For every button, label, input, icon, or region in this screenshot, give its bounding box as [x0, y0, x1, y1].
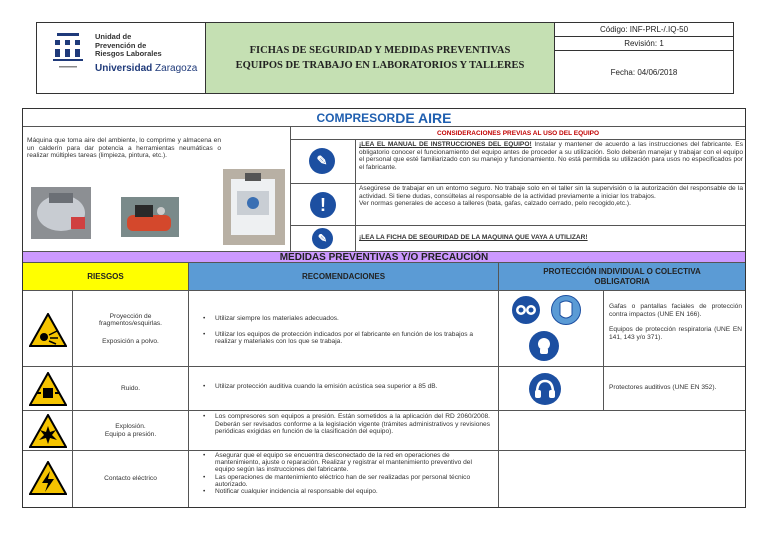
- protection-icons-cell: [499, 291, 604, 367]
- equipment-title: [23, 109, 745, 127]
- document-header: [36, 22, 734, 94]
- table-row: [23, 291, 745, 367]
- header-logo-area: [37, 23, 205, 93]
- title-line-2: EQUIPOS DE TRABAJO EN LABORATORIOS Y TALLERES: [235, 60, 525, 71]
- consideration-1-bold: ¡LEA EL MANUAL DE INSTRUCCIONES DEL EQUIPO!: [359, 141, 532, 148]
- equipment-title-a: COMPRESOR: [316, 110, 396, 125]
- document-title: [205, 23, 555, 93]
- risk-icon-cell: [23, 367, 73, 411]
- compressor-photo-3: [223, 169, 285, 245]
- ear-protection-icon: [529, 373, 561, 405]
- recommendation-item: • Notificar cualquier incidencia al responsable del equipo.: [201, 488, 490, 495]
- consideration-1: [359, 141, 743, 183]
- protection-text: Protectores auditivos (UNE EN 352).: [609, 384, 717, 391]
- codigo: [555, 23, 733, 37]
- document-meta: [555, 23, 733, 93]
- table-row: [23, 367, 745, 411]
- fecha-value: Fecha: 04/06/2018: [610, 67, 678, 77]
- divider: [356, 225, 745, 226]
- col-header-proteccion-2: OBLIGATORIA: [594, 276, 650, 286]
- recommendations: [189, 451, 499, 507]
- recommendations: [189, 367, 499, 411]
- recommendation-item: • Asegurar que el equipo se encuentra desconectado de la red en operaciones de mantenimiento, ajuste o reparación. Realizar y registrar el mantenimiento preventivo del equipo según las instrucciones del fabricante.: [201, 452, 490, 474]
- university-name-bold: Universidad: [95, 63, 153, 74]
- measures-title: MEDIDAS PREVENTIVAS Y/O PRECAUCIÓN: [23, 251, 745, 263]
- university-name: [95, 63, 197, 74]
- consideration-3: ¡LEA LA FICHA DE SEGURIDAD DE LA MAQUINA QUE VAYA A UTILIZAR!: [359, 234, 588, 241]
- protection-text-1: Gafas o pantallas faciales de protección contra impactos (UNE EN 166).: [609, 303, 742, 318]
- equipment-title-b: DE AIRE: [395, 109, 452, 126]
- manual-icon: ✎: [312, 228, 333, 249]
- org-line-2: Prevención de: [95, 40, 147, 50]
- considerations-block: [291, 127, 745, 251]
- risk-icon-cell: [23, 411, 73, 451]
- manual-icon-cell-2: [291, 226, 356, 251]
- org-line-1: Unidad de: [95, 32, 132, 41]
- consideration-1-text: Instalar y mantener de acuerdo a las instrucciones del fabricante. Es obligatorio conocer el funcionamiento del equipo antes de proceder a su utilización. Solo deberán manejar y trabajar con el equipo el personal que esté familiarizado con su manejo y funcionamiento. No está permitida su utilización para usos no especificados por el fabricante.: [359, 141, 744, 171]
- recommendation-item: • Los compresores son equipos a presión. Están sometidos a la aplicación del RD 2060/2008. Deberán ser revisados conforme a la legislación vigente (trámites administrativos y revisiones periódicas exigidas en función de la clasificación del equipo).: [201, 413, 490, 436]
- risk-text-2: Equipo a presión.: [104, 431, 157, 438]
- manual-icon: ✎: [309, 148, 335, 174]
- title-line-1: FICHAS DE SEGURIDAD Y MEDIDAS PREVENTIVAS: [249, 45, 511, 56]
- col-header-proteccion-1: PROTECCIÓN INDIVIDUAL O COLECTIVA: [543, 266, 701, 276]
- recommendation-item: • Utilizar siempre los materiales adecuados.: [201, 315, 492, 323]
- org-line-3: Riesgos Laborales: [95, 49, 162, 58]
- equipment-description: Máquina que toma aire del ambiente, lo comprime y almacena en un calderín para dar potencia a herramientas neumáticas o realizar múltiples tareas (limpieza, pintura, etc.).: [27, 137, 221, 160]
- codigo-value: Código: INF-PRL-/.IQ-50: [599, 25, 689, 34]
- compressor-photo-1: [31, 187, 91, 239]
- consideration-2: [359, 185, 743, 225]
- recommendation-item: • Las operaciones de mantenimiento eléctrico han de ser realizadas por personal técnico autorizado.: [201, 474, 490, 488]
- attention-icon-cell: [291, 184, 356, 226]
- warning-noise-icon: [29, 372, 67, 406]
- risk-text-1: Proyección de fragmentos/esquirlas.: [98, 312, 163, 328]
- col-header-proteccion: [499, 263, 745, 291]
- risk-icon-cell: [23, 291, 73, 367]
- recommendation-item: • Utilizar los equipos de protección indicados por el fabricante en función de los trabajos a realizar y materiales con los que se trabaja.: [201, 331, 492, 346]
- table-row: [23, 411, 745, 451]
- compressor-photo-2: [121, 197, 179, 237]
- respirator-icon: [529, 331, 559, 361]
- eye-protection-icon: [511, 295, 541, 325]
- warning-flying-particles-icon: [29, 313, 67, 347]
- risk-text-1: Explosión.: [115, 423, 146, 431]
- org-name: [95, 33, 162, 59]
- table-row: [23, 451, 745, 507]
- risk-text: [73, 291, 189, 367]
- face-shield-icon: [551, 295, 581, 325]
- revision-value: Revisión: 1: [624, 39, 664, 48]
- col-header-recomendaciones: RECOMENDACIONES: [189, 263, 499, 291]
- recommendation-item: • Utilizar protección auditiva cuando la emisión acústica sea superior a 85 dB.: [201, 383, 492, 391]
- university-name-rest: Zaragoza: [152, 63, 198, 74]
- risk-icon-cell: [23, 451, 73, 507]
- warning-explosion-icon: [29, 414, 67, 448]
- risk-text: [73, 411, 189, 451]
- col-header-riesgos: RIESGOS: [23, 263, 189, 291]
- risk-text-2: Exposición a polvo.: [102, 337, 159, 345]
- protection-icons-cell: [499, 367, 604, 411]
- manual-icon-cell: [291, 140, 356, 184]
- protection-text: [609, 303, 742, 341]
- protection-text-2: Equipos de protección respiratoria (UNE EN 141, 143 y/o 371).: [609, 326, 742, 341]
- recommendations: [189, 291, 499, 367]
- university-logo-icon: [51, 33, 85, 73]
- warning-electric-icon: [29, 461, 67, 495]
- consideration-2-text2: Ver normas generales de acceso a talleres (bata, gafas, calzado cerrado, pelo recogido,etc.).: [359, 200, 631, 208]
- fecha: [555, 51, 733, 93]
- risk-text: Ruido.: [73, 367, 189, 411]
- consideration-2-text: Asegúrese de trabajar en un entorno seguro. No trabaje solo en el taller sin la supervisión o la autorización del responsable de la actividad. Si tiene dudas, consúltelas al responsable de la actividad previamente a iniciar los trabajos.: [359, 185, 743, 200]
- considerations-title: CONSIDERACIONES PREVIAS AL USO DEL EQUIPO: [291, 127, 745, 140]
- attention-icon: !: [310, 192, 336, 218]
- revision: [555, 37, 733, 51]
- equipment-description-cell: [23, 127, 291, 251]
- recommendations: [189, 411, 499, 451]
- divider: [356, 183, 745, 184]
- risk-text: Contacto eléctrico: [73, 451, 189, 507]
- safety-sheet: [22, 108, 746, 508]
